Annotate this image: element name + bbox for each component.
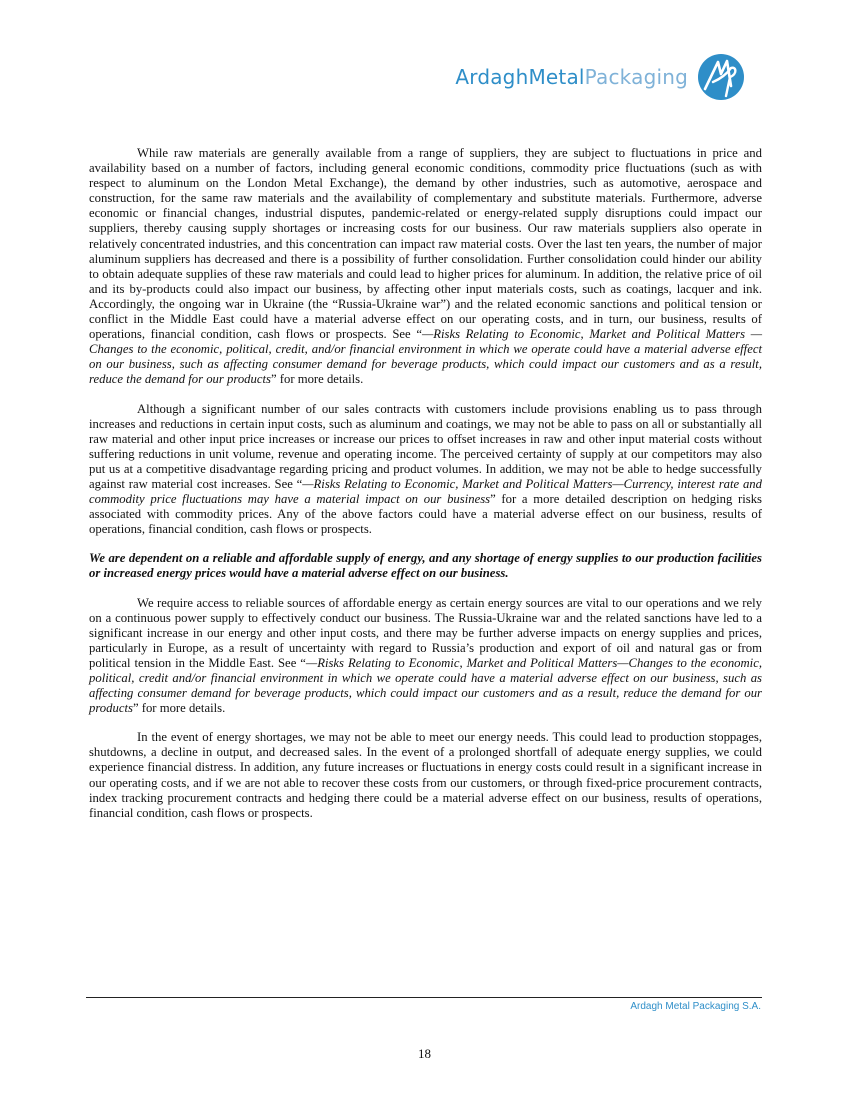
paragraph-raw-materials: While raw materials are generally available from a range of suppliers, they are subject to fluctuations in price and availability based on a number of factors, including general economic conditions, commodity price fluctuations (such as with respect to aluminum on the London Metal Exchange), the demand by other industries, such as automotive, aerospace and construction, for the same raw materials and the availability of complementary and substitute materials. Furthermore, adverse economic or financial changes, industrial disputes, pandemic-related or energy-related supply disruptions could impact our suppliers, thereby causing supply shortages or increasing costs for our business. Our raw materials suppliers also operate in relatively concentrated industries, and this concentration can impact raw material costs. Over the last ten years, the number of major aluminum suppliers has decreased and there is a possibility of further consolidation. Further consolidation could hinder our ability to obtain adequate supplies of these raw materials and could lead to higher prices for aluminum. In addition, the relative price of oil and its by-products could also impact our business, by affecting other input materials costs, such as coatings, lacquer and ink. Accordingly, the ongoing war in Ukraine (the “Russia-Ukraine war”) and the related economic sanctions and political tension or conflict in the Middle East could have a material adverse effect on our operating costs, and in turn, our business, results of operations, financial condition, cash flows or prospects. See “—Risks Relating to Economic, Market and Political Matters —Changes to the economic, political, credit, and/or financial environment in which we operate could have a material adverse effect on our business, such as affecting consumer demand for beverage products, which could impact our customers and as a result, reduce the demand for our products” for more details.: [89, 146, 762, 387]
footer-divider: [86, 997, 762, 998]
risk-factor-heading: We are dependent on a reliable and affordable supply of energy, and any shortage of energy supplies to our production facilities or increased energy prices would have a material adverse effect on our business.: [89, 551, 762, 581]
footer-company-name: Ardagh Metal Packaging S.A.: [630, 1001, 761, 1012]
paragraph-energy-access: We require access to reliable sources of affordable energy as certain energy sources are vital to our operations and we rely on a continuous power supply to effectively conduct our business. The Russia-Ukraine war and the related sanctions have led to a significant increase in our energy and other input costs, and there may be further adverse impacts on energy supplies and prices, particularly in Europe, as a result of uncertainty with regard to Russia’s production and export of oil and natural gas or from political tension in the Middle East. See “—Risks Relating to Economic, Market and Political Matters—Changes to the economic, political, credit and/or financial environment in which we operate could have a material adverse effect on our business, such as affecting consumer demand for beverage products, which could impact our customers and as a result, reduce the demand for our products” for more details.: [89, 595, 762, 716]
paragraph-energy-shortages: In the event of energy shortages, we may not be able to meet our energy needs. This could lead to production stoppages, shutdowns, a decline in output, and decreased sales. In the event of a prolonged shortfall of adequate energy supplies, we could experience financial distress. In addition, any future increases or fluctuations in energy costs could result in a significant increase in our operating costs, and if we are not able to recover these costs from our customers, or through fixed-price procurement contracts, index tracking procurement contracts and hedging there could be a material adverse effect on our business, results of operations, financial condition, cash flows or prospects.: [89, 730, 762, 820]
amp-monogram-icon: [696, 52, 746, 102]
cross-reference: —Risks Relating to Economic, Market and Political Matters—Currency, interest rate and commodity price fluctuations may have a material impact on our business: [89, 476, 762, 507]
company-logo: [455, 52, 746, 102]
cross-reference: —Risks Relating to Economic, Market and Political Matters—Changes to the economic, political, credit and/or financial environment in which we operate could have a material adverse effect on our business, such as affecting consumer demand for beverage products, which could impact our customers and as a result, reduce the demand for our products: [89, 655, 762, 716]
document-body: [89, 146, 762, 835]
cross-reference: —Risks Relating to Economic, Market and Political Matters —Changes to the economic, political, credit, and/or financial environment in which we operate could have a material adverse effect on our business, such as affecting consumer demand for beverage products, which could impact our customers and as a result, reduce the demand for our products: [89, 327, 762, 387]
paragraph-contracts: Although a significant number of our sales contracts with customers include provisions enabling us to pass through increases and reductions in certain input costs, such as aluminum and coatings, we may not be able to pass on all or substantially all raw material and other input price increases or increase our prices to offset increases in raw and other input material costs without suffering reductions in unit volume, revenue and operating income. The perceived certainty of supply at our competitors may also put us at a competitive disadvantage regarding pricing and product volumes. In addition, we may not be able to hedge successfully against raw material cost increases. See “—Risks Relating to Economic, Market and Political Matters—Currency, interest rate and commodity price fluctuations may have a material impact on our business” for a more detailed description on hedging risks associated with commodity prices. Any of the above factors could have a material adverse effect on our business, results of operations, financial condition, cash flows or prospects.: [89, 401, 762, 537]
page-number: 18: [418, 1046, 431, 1061]
logo-wordmark: ArdaghMetalPackaging: [455, 65, 688, 89]
